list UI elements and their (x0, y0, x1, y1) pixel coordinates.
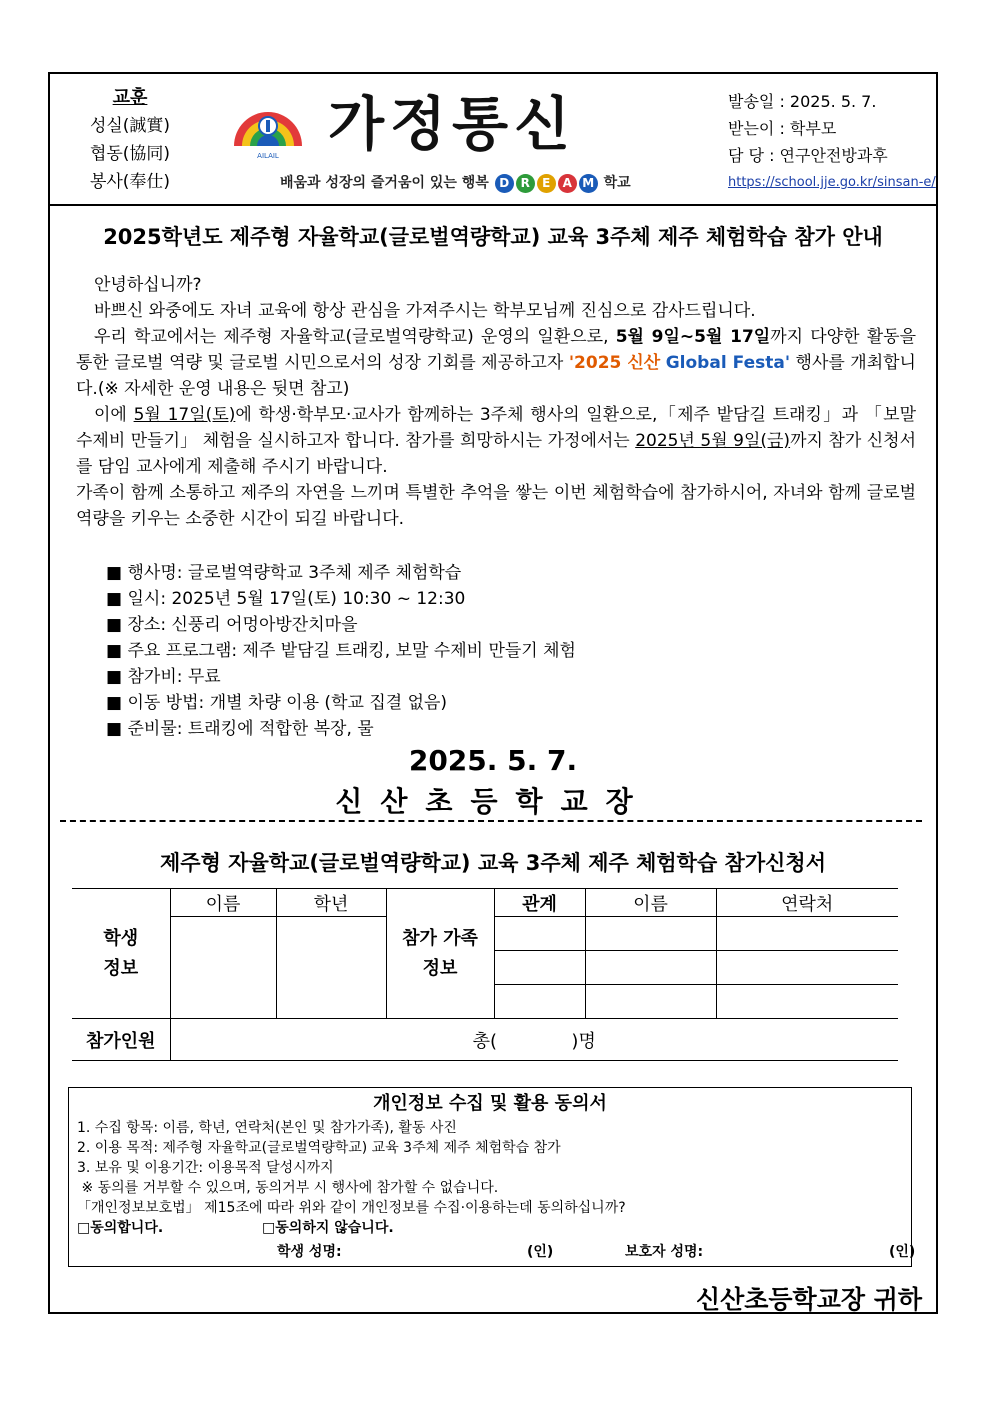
family-name-field[interactable] (585, 985, 716, 1019)
seal-mark: (인) (889, 1244, 916, 1260)
dream-letter-badge: D (495, 174, 514, 193)
col-name-header: 이름 (170, 889, 276, 917)
family-name-field[interactable] (585, 917, 716, 951)
dream-letter-badge: A (558, 174, 577, 193)
letter-meta (728, 88, 936, 196)
text: 까지 참가 신청서를 담임 교사에게 제출해 주시기 바랍니다. (76, 431, 917, 477)
cut-line (60, 820, 922, 822)
student-info-label: 학생 정보 (72, 889, 170, 1019)
consent-line: ※ 동의를 거부할 수 있으며, 동의거부 시 행사에 참가할 수 없습니다. (77, 1180, 499, 1196)
consent-line: 3. 보유 및 이용기간: 이용목적 달성시까지 (77, 1160, 334, 1176)
col-contact-header: 연락처 (716, 889, 898, 917)
slogan-text: 배움과 성장의 즐거움이 있는 행복 (280, 175, 489, 191)
festa-name: Global Festa' (665, 353, 791, 373)
detail-item: ■ 행사명: 글로벌역량학교 3주체 제주 체험학습 (106, 560, 576, 586)
application-form-title: 제주형 자율학교(글로벌역량학교) 교육 3주체 제주 체험학습 참가신청서 (160, 851, 826, 875)
greeting: 안녕하십니까? (94, 275, 202, 295)
notice-body (76, 272, 916, 532)
text: 행사를 개최합니다.(※ 자세한 운영 내용은 뒷면 참고) (76, 353, 916, 399)
school-url-link[interactable]: https://school.jje.go.kr/sinsan-e/ (728, 175, 936, 190)
school-slogan (280, 172, 631, 193)
disagree-checkbox[interactable]: □동의하지 않습니다. (262, 1220, 394, 1236)
slogan-text: 학교 (603, 175, 631, 191)
application-table (72, 888, 898, 1061)
detail-item: ■ 장소: 신풍리 어멍아방잔치마을 (106, 612, 576, 638)
logo-text: AILAIL (257, 152, 279, 160)
deadline-date: 2025년 5월 9일(금) (635, 431, 791, 451)
consent-title: 개인정보 수집 및 활용 동의서 (373, 1093, 607, 1114)
parent-sign-label: 보호자 성명: (625, 1244, 704, 1260)
detail-item: ■ 주요 프로그램: 제주 밭담길 트래킹, 보말 수제비 만들기 체험 (106, 638, 576, 664)
notice-title: 2025학년도 제주형 자율학교(글로벌역량학교) 교육 3주체 제주 체험학습 참가 안내 (103, 225, 883, 249)
family-contact-field[interactable] (716, 985, 898, 1019)
family-info-label: 참가 가족 정보 (386, 889, 494, 1019)
consent-options (69, 1218, 911, 1238)
detail-item: ■ 이동 방법: 개별 차량 이용 (학교 집결 없음) (106, 690, 576, 716)
text: 이에 (94, 405, 134, 425)
participant-count-field[interactable]: 총( )명 (170, 1019, 898, 1061)
family-contact-field[interactable] (716, 951, 898, 985)
issue-date: 2025. 5. 7. (408, 744, 578, 777)
consent-line: 「개인정보보호법」 제15조에 따라 위와 같이 개인정보를 수집·이용하는데 동의하십니까? (77, 1200, 626, 1216)
letterhead (50, 74, 936, 206)
motto-item: 협동(協同) (89, 144, 171, 164)
school-logo-icon (230, 90, 306, 162)
paragraph: 바쁘신 와중에도 자녀 교육에 항상 관심을 가져주시는 학부모님께 진심으로 감사드립니다. (94, 301, 756, 321)
school-motto (70, 84, 190, 196)
paragraph (76, 402, 916, 480)
festa-name: '2025 신산 (568, 353, 661, 373)
event-details (106, 560, 576, 742)
consent-line: 1. 수집 항목: 이름, 학년, 연락처(본인 및 참가가족), 활동 사진 (77, 1120, 457, 1136)
text: 까지 다양한 활동을 통한 글로벌 역량 및 글로벌 시민으로서의 성장 기회를 제공하고자 (76, 327, 916, 373)
notice-frame (48, 72, 938, 1314)
family-relation-field[interactable] (494, 917, 585, 951)
paragraph: 가족이 함께 소통하고 제주의 자연을 느끼며 특별한 추억을 쌓는 이번 체험학습에 참가하시어, 자녀와 함께 글로벌 역량을 키우는 소중한 시간이 되길 바랍니다. (76, 483, 916, 529)
student-name-field[interactable] (170, 917, 276, 1019)
addressee: 신산초등학교장 귀하 (695, 1285, 922, 1314)
newsletter-title: 가정통신 (328, 90, 577, 158)
privacy-consent-box (68, 1087, 916, 1267)
detail-item: ■ 참가비: 무료 (106, 664, 576, 690)
event-period: 5월 9일~5월 17일 (615, 327, 771, 347)
send-date: 발송일 : 2025. 5. 7. (728, 92, 877, 111)
motto-item: 봉사(奉仕) (89, 172, 171, 192)
dream-letter-badge: E (537, 174, 556, 193)
recipient: 받는이 : 학부모 (728, 119, 837, 138)
event-date: 5월 17일(토) (133, 405, 236, 425)
dream-letter-badge: M (579, 174, 598, 193)
motto-title: 교훈 (112, 87, 148, 108)
student-sign-label: 학생 성명: (277, 1244, 342, 1260)
col-family-name-header: 이름 (585, 889, 716, 917)
family-relation-field[interactable] (494, 951, 585, 985)
dream-letter-badge: R (516, 174, 535, 193)
detail-item: ■ 준비물: 트래킹에 적합한 복장, 물 (106, 716, 576, 742)
paragraph (76, 324, 916, 402)
student-grade-field[interactable] (276, 917, 386, 1019)
seal-mark: (인) (527, 1244, 554, 1260)
principal-signature: 신산초등학교장 (335, 785, 651, 818)
motto-item: 성실(誠實) (89, 116, 171, 136)
participant-count-label: 참가인원 (72, 1019, 170, 1061)
department: 담 당 : 연구안전방과후 (728, 146, 888, 165)
family-relation-field[interactable] (494, 985, 585, 1019)
col-grade-header: 학년 (276, 889, 386, 917)
agree-checkbox[interactable]: □동의합니다. (77, 1220, 164, 1236)
detail-item: ■ 일시: 2025년 5월 17일(토) 10:30 ~ 12:30 (106, 586, 576, 612)
text: 에 학생·학부모·교사가 함께하는 3주체 행사의 일환으로,「제주 밭담길 트래킹」과 「보말 수제비 만들기」 체험을 실시하고자 합니다. 참가를 희망하시는 가정에서는 (76, 405, 916, 451)
col-relation-header: 관계 (494, 889, 585, 917)
consent-line: 2. 이용 목적: 제주형 자율학교(글로벌역량학교) 교육 3주체 제주 체험학습 참가 (77, 1140, 561, 1156)
family-name-field[interactable] (585, 951, 716, 985)
text: 우리 학교에서는 제주형 자율학교(글로벌역량학교) 운영의 일환으로, (94, 327, 616, 347)
family-contact-field[interactable] (716, 917, 898, 951)
